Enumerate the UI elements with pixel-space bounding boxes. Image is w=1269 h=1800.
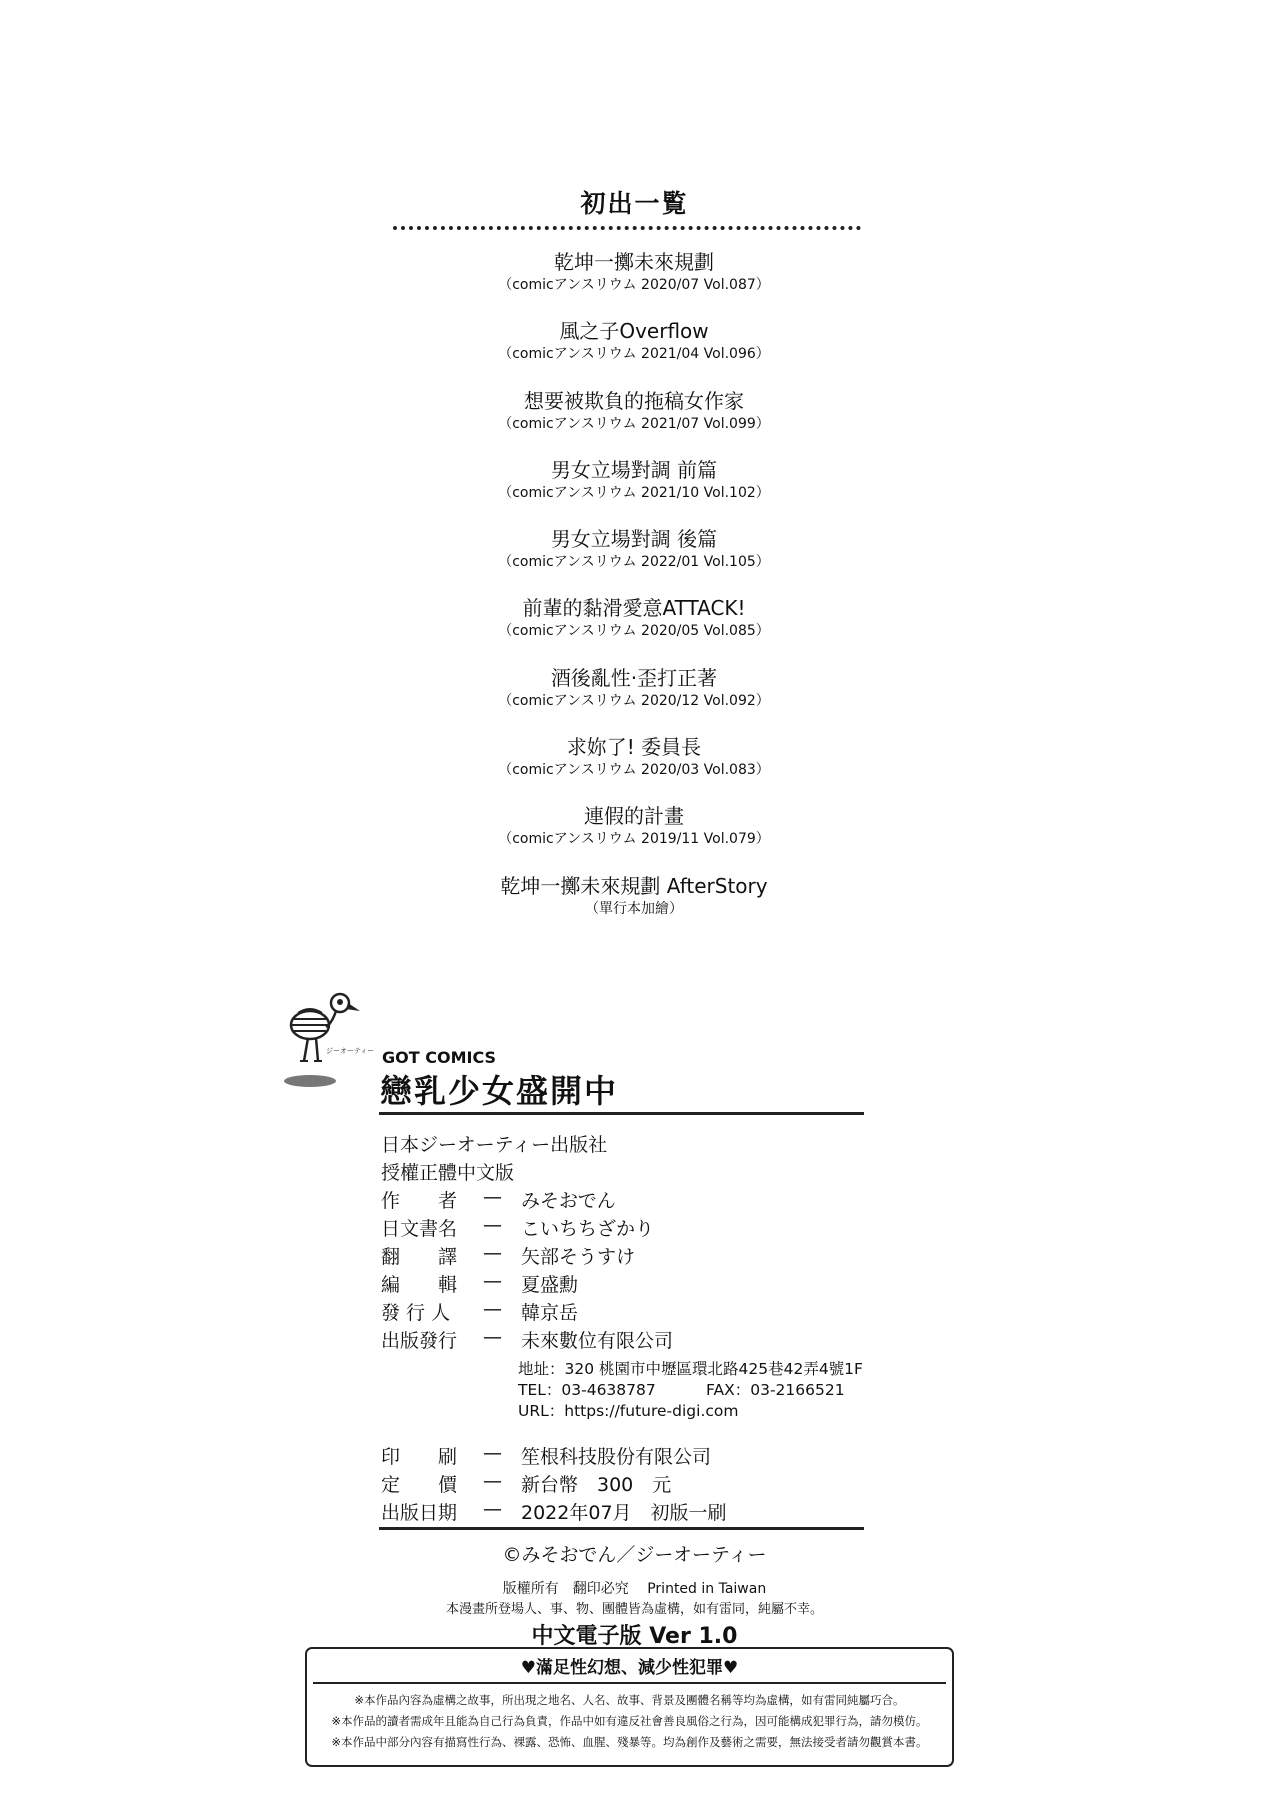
book-title: 戀乳少女盛開中 [380, 1072, 619, 1110]
entry-source: （單行本加繪） [585, 900, 683, 917]
publisher-tel: TEL：03-4638787 [518, 1381, 656, 1399]
mascot-label: ジーオーティー [326, 1047, 375, 1055]
entry-title: 風之子Overflow [559, 319, 709, 344]
list-item [334, 387, 934, 456]
entry-source: （comicアンスリウム 2020/12 Vol.092） [498, 692, 770, 709]
list-title: 初出一覧 [580, 189, 689, 218]
credit-value: 未來數位有限公司 [521, 1330, 674, 1352]
credit-label: 作 者 [381, 1190, 458, 1212]
entry-title: 男女立場對調 後篇 [550, 527, 718, 552]
entry-title: 求妳了! 委員長 [566, 735, 702, 760]
entry-title: 酒後亂性‧歪打正著 [550, 665, 718, 690]
entry-source: （comicアンスリウム 2020/03 Vol.083） [498, 762, 770, 779]
copyright-line: ©みそおでん／ジーオーティー [502, 1544, 767, 1566]
credit-value: 夏盛勳 [521, 1274, 579, 1296]
credit-label: 印 刷 [381, 1446, 458, 1468]
entry-title: 想要被欺負的拖稿女作家 [524, 388, 744, 413]
credit-row [381, 1442, 711, 1469]
credit-dash: — [483, 1242, 502, 1264]
credit-dash: — [483, 1470, 502, 1492]
entry-title: 乾坤一擲未來規劃 [554, 250, 714, 274]
credit-value: 韓京岳 [521, 1302, 579, 1324]
credit-value: こいちちざかり [521, 1218, 655, 1240]
entry-title: 乾坤一擲未來規劃 AfterStory [500, 873, 768, 898]
entry-source: （comicアンスリウム 2021/07 Vol.099） [498, 415, 770, 432]
credit-label: 編 輯 [381, 1274, 458, 1296]
divider [379, 1112, 864, 1115]
credit-dash: — [483, 1214, 502, 1236]
credit-dash: — [483, 1186, 502, 1208]
credit-row [381, 1270, 578, 1297]
credit-label: 定 價 [381, 1474, 458, 1496]
list-item [334, 733, 934, 802]
credit-label: 翻 譯 [381, 1246, 458, 1268]
publisher-url: URL：https://future-digi.com [518, 1402, 739, 1420]
credit-value: 新台幣 300 元 [521, 1474, 672, 1496]
entry-source: （comicアンスリウム 2020/05 Vol.085） [498, 623, 770, 640]
credit-row [381, 1298, 578, 1325]
imprint-label: GOT COMICS [382, 1048, 496, 1067]
notice-line: ※本作品內容為虛構之故事，所出現之地名、人名、故事、背景及團體名稱等均為虛構，如有雷同純屬巧合。 [354, 1693, 905, 1707]
credit-label: 出版日期 [381, 1502, 458, 1524]
bird-mascot-icon [280, 983, 380, 1088]
credit-dash: — [483, 1270, 502, 1292]
list-item [334, 248, 934, 317]
credit-value: みそおでん [521, 1190, 616, 1212]
credit-row [381, 1214, 654, 1241]
list-item [334, 664, 934, 733]
credit-row [381, 1470, 671, 1497]
rights-line: 版權所有 翻印必究 Printed in Taiwan [502, 1581, 767, 1597]
entry-title: 前輩的黏滑愛意ATTACK! [522, 596, 746, 621]
credit-dash: — [483, 1498, 502, 1520]
list-item [334, 456, 934, 525]
credit-dash: — [483, 1442, 502, 1464]
credit-label: 發 行 人 [381, 1302, 451, 1324]
list-item [334, 525, 934, 594]
disclaimer-line: 本漫畫所登場人、事、物、團體皆為虛構，如有雷同，純屬不幸。 [445, 1602, 823, 1617]
entry-source: （comicアンスリウム 2020/07 Vol.087） [498, 277, 770, 293]
publisher-jp: 日本ジーオーティー出版社 [381, 1134, 608, 1156]
credit-value: 笙根科技股份有限公司 [521, 1446, 712, 1468]
credit-label: 出版發行 [381, 1330, 458, 1352]
list-item [334, 317, 934, 386]
publisher-fax: FAX：03-2166521 [706, 1381, 845, 1399]
list-item [334, 872, 934, 941]
list-item [334, 802, 934, 871]
credit-value: 矢部そうすけ [521, 1246, 636, 1268]
credit-label: 日文書名 [381, 1218, 458, 1240]
license-label: 授權正體中文版 [381, 1162, 515, 1184]
notice-heading: ♥滿足性幻想、減少性犯罪♥ [520, 1658, 739, 1678]
credit-value: 2022年07月 初版一刷 [521, 1502, 727, 1524]
notice-line: ※本作品中部分內容有描寫性行為、裸露、恐怖、血腥、殘暴等。均為創作及藝術之需要，無法接受者請勿觀賞本書。 [331, 1735, 928, 1749]
entry-source: （comicアンスリウム 2021/04 Vol.096） [498, 346, 770, 363]
list-item [334, 594, 934, 663]
credit-row [381, 1242, 635, 1269]
publisher-address: 地址：320 桃園市中壢區環北路425巷42弄4號1F [518, 1360, 863, 1378]
notice-line: ※本作品的讀者需成年且能為自己行為負責，作品中如有違反社會善良風俗之行為，因可能構成犯罪行為，請勿模仿。 [331, 1714, 928, 1728]
notice-box [305, 1647, 954, 1767]
credit-row [381, 1326, 673, 1353]
entry-title: 連假的計畫 [584, 804, 684, 829]
entry-source: （comicアンスリウム 2021/10 Vol.102） [498, 484, 770, 501]
divider [313, 1682, 946, 1684]
divider [379, 1527, 864, 1530]
credit-row [381, 1498, 727, 1525]
entry-source: （comicアンスリウム 2019/11 Vol.079） [498, 831, 770, 848]
credit-dash: — [483, 1298, 502, 1320]
entry-title: 男女立場對調 前篇 [550, 457, 718, 482]
edition-label: 中文電子版 Ver 1.0 [531, 1624, 738, 1649]
credit-dash: — [483, 1326, 502, 1348]
dotted-divider [393, 226, 861, 230]
entry-source: （comicアンスリウム 2022/01 Vol.105） [498, 554, 770, 571]
credit-row [381, 1186, 616, 1213]
first-appearance-list [334, 248, 934, 941]
